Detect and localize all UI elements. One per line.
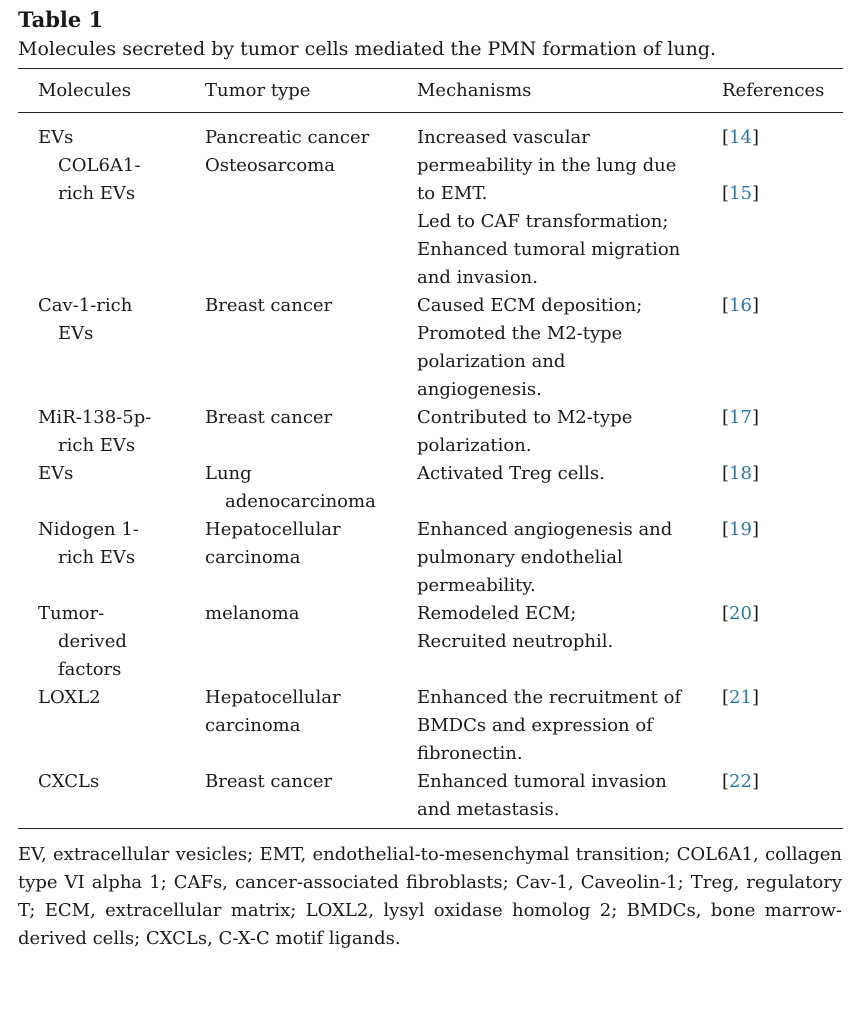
reference-cell [722, 292, 843, 404]
molecule-cell: Tumor- derived factors [38, 603, 127, 680]
mechanism-cell: Increased vascular permeability in the lung due to EMT. Led to CAF transformation; Enhanced tumoral migration and invasion. [417, 127, 681, 288]
reference-cell [722, 768, 843, 829]
reference-link[interactable]: [21] [722, 687, 759, 708]
molecule-cell: LOXL2 [38, 687, 101, 708]
molecule-cell: Nidogen 1- rich EVs [38, 519, 139, 568]
tumor-type-cell: Breast cancer [205, 295, 333, 316]
molecule-cell: CXCLs [38, 771, 100, 792]
table-row [18, 600, 843, 684]
table-row [18, 460, 843, 516]
molecule-cell: EVs [38, 463, 74, 484]
data-table [18, 69, 843, 829]
mechanism-cell: Enhanced the recruitment of BMDCs and expression of fibronectin. [417, 687, 682, 764]
reference-link[interactable]: [22] [722, 771, 759, 792]
reference-link[interactable]: [16] [722, 295, 759, 316]
mechanism-cell: Enhanced tumoral invasion and metastasis. [417, 771, 667, 820]
reference-cell [722, 460, 843, 516]
reference-cell [722, 113, 843, 293]
tumor-type-cell: Lung adenocarcinoma [205, 463, 376, 512]
table-footnote: EV, extracellular vesicles; EMT, endothelial-to-mesenchymal transition; COL6A1, collagen type VI alpha 1; CAFs, cancer-associated fibroblasts; Cav-1, Caveolin-1; Treg, regulatory T; ECM, extracellular matrix; LOXL2, lysyl oxidase homolog 2; BMDCs, bone marrow-derived cells; CXCLs, C-X-C motif ligands. [18, 844, 842, 949]
table-label: Table 1 [18, 7, 104, 32]
table-row [18, 292, 843, 404]
reference-cell [722, 404, 843, 460]
reference-cell [722, 516, 843, 600]
header-references: References [722, 80, 825, 101]
table-row [18, 684, 843, 768]
table-row [18, 516, 843, 600]
header-molecules: Molecules [38, 80, 131, 101]
header-tumor-type: Tumor type [205, 80, 311, 101]
mechanism-cell: Activated Treg cells. [417, 463, 605, 484]
table-row [18, 768, 843, 829]
tumor-type-cell: Hepatocellular carcinoma [205, 519, 341, 568]
header-mechanisms: Mechanisms [417, 80, 532, 101]
mechanism-cell: Contributed to M2-type polarization. [417, 407, 633, 456]
molecule-cell: MiR-138-5p- rich EVs [38, 407, 152, 456]
table-row [18, 404, 843, 460]
molecule-cell: EVs COL6A1- rich EVs [38, 127, 141, 204]
tumor-type-cell: melanoma [205, 603, 300, 624]
reference-cell [722, 684, 843, 768]
reference-cell [722, 600, 843, 684]
tumor-type-cell: Breast cancer [205, 407, 333, 428]
tumor-type-cell: Pancreatic cancer Osteosarcoma [205, 127, 370, 176]
reference-link[interactable]: [15] [722, 183, 759, 204]
tumor-type-cell: Hepatocellular carcinoma [205, 687, 341, 736]
reference-link[interactable]: [20] [722, 603, 759, 624]
table-figure [18, 0, 843, 953]
tumor-type-cell: Breast cancer [205, 771, 333, 792]
molecule-cell: Cav-1-rich EVs [38, 295, 133, 344]
mechanism-cell: Remodeled ECM; Recruited neutrophil. [417, 603, 614, 652]
header-row [18, 69, 843, 113]
reference-link[interactable]: [18] [722, 463, 759, 484]
reference-link[interactable]: [14] [722, 127, 759, 148]
mechanism-cell: Caused ECM deposition; Promoted the M2-type polarization and angiogenesis. [417, 295, 643, 400]
mechanism-cell: Enhanced angiogenesis and pulmonary endothelial permeability. [417, 519, 673, 596]
table-row [18, 113, 843, 293]
reference-link[interactable]: [17] [722, 407, 759, 428]
table-caption: Molecules secreted by tumor cells mediated the PMN formation of lung. [18, 38, 717, 60]
reference-link[interactable]: [19] [722, 519, 759, 540]
